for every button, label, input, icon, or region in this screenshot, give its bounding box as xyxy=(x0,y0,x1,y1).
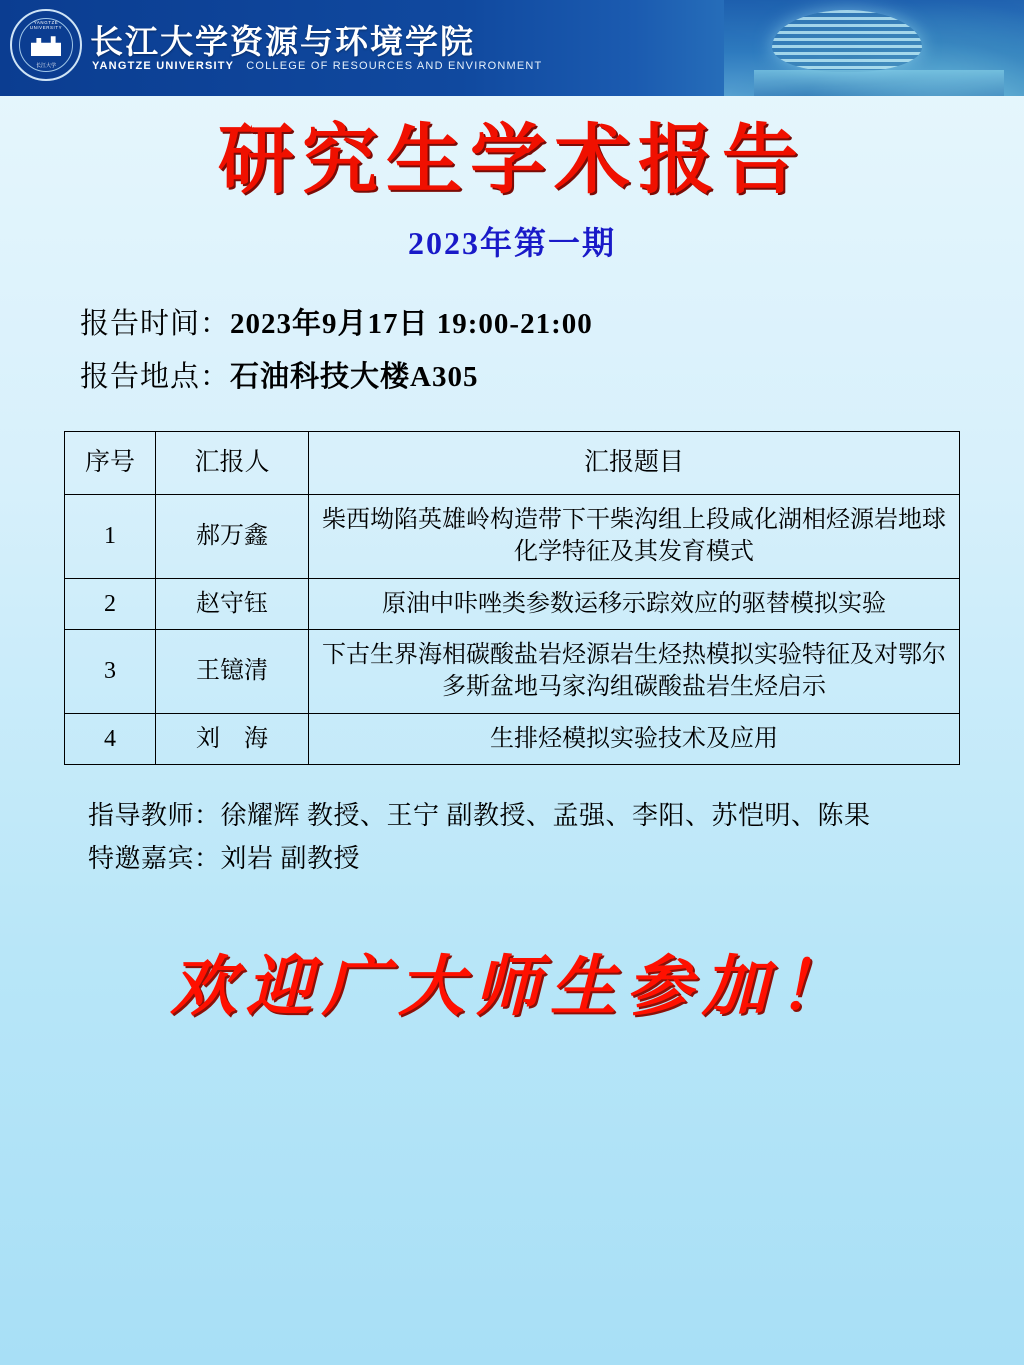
advisors-row: 指导教师：徐耀辉 教授、王宁 副教授、孟强、李阳、苏恺明、陈果 xyxy=(88,801,871,831)
event-place-value: 石油科技大楼A305 xyxy=(230,361,479,394)
table-row xyxy=(65,630,960,714)
header-university-en-strong: YANGTZE UNIVERSITY xyxy=(92,60,235,72)
university-logo xyxy=(10,9,82,81)
header-university-name-cn: 长江大学资源与环境学院 xyxy=(90,25,475,61)
schedule-table xyxy=(64,431,960,765)
logo-arc-text: YANGTZE UNIVERSITY xyxy=(29,20,63,30)
column-header-no: 序号 xyxy=(65,432,156,495)
event-time-row xyxy=(80,298,1024,352)
event-place-label: 报告地点： xyxy=(80,361,231,394)
table-row xyxy=(65,578,960,629)
event-place-row xyxy=(80,351,1024,405)
guest-row: 特邀嘉宾：刘岩 副教授 xyxy=(88,844,361,874)
row-title: 柴西坳陷英雄岭构造带下干柴沟组上段咸化湖相烃源岩地球化学特征及其发育模式 xyxy=(309,494,960,578)
row-title: 下古生界海相碳酸盐岩烃源岩生烃热模拟实验特征及对鄂尔多斯盆地马家沟组碳酸盐岩生烃启示 xyxy=(309,630,960,714)
row-person: 刘 海 xyxy=(156,713,309,764)
page-title: 研究生学术报告 xyxy=(218,119,806,203)
row-person: 王镱清 xyxy=(156,630,309,714)
row-no: 4 xyxy=(65,713,156,764)
site-header xyxy=(0,0,1024,96)
header-university-name-en xyxy=(92,60,542,72)
row-person: 赵守钰 xyxy=(156,578,309,629)
row-title: 原油中咔唑类参数运移示踪效应的驱替模拟实验 xyxy=(309,578,960,629)
event-meta xyxy=(80,298,1024,405)
logo-inner-ring xyxy=(19,18,73,72)
row-no: 1 xyxy=(65,494,156,578)
page-subtitle: 2023年第一期 xyxy=(407,224,616,261)
logo-bottom-text: 长江大学 xyxy=(35,64,56,69)
row-person: 郝万鑫 xyxy=(156,494,309,578)
table-header-row xyxy=(65,432,960,495)
row-no: 2 xyxy=(65,578,156,629)
event-time-label: 报告时间： xyxy=(80,307,231,340)
table-row xyxy=(65,713,960,764)
poster-content xyxy=(0,119,1024,1028)
table-row xyxy=(65,494,960,578)
column-header-title: 汇报题目 xyxy=(309,432,960,495)
welcome-banner: 欢迎广大师生参加！ xyxy=(170,950,854,1024)
header-college-en: COLLEGE OF RESOURCES AND ENVIRONMENT xyxy=(246,60,543,72)
logo-building-mark xyxy=(31,34,61,56)
row-title: 生排烃模拟实验技术及应用 xyxy=(309,713,960,764)
column-header-person: 汇报人 xyxy=(156,432,309,495)
row-no: 3 xyxy=(65,630,156,714)
event-time-value: 2023年9月17日 19:00-21:00 xyxy=(230,307,593,340)
campus-building-image xyxy=(724,0,1024,96)
footer-notes xyxy=(88,795,1024,881)
